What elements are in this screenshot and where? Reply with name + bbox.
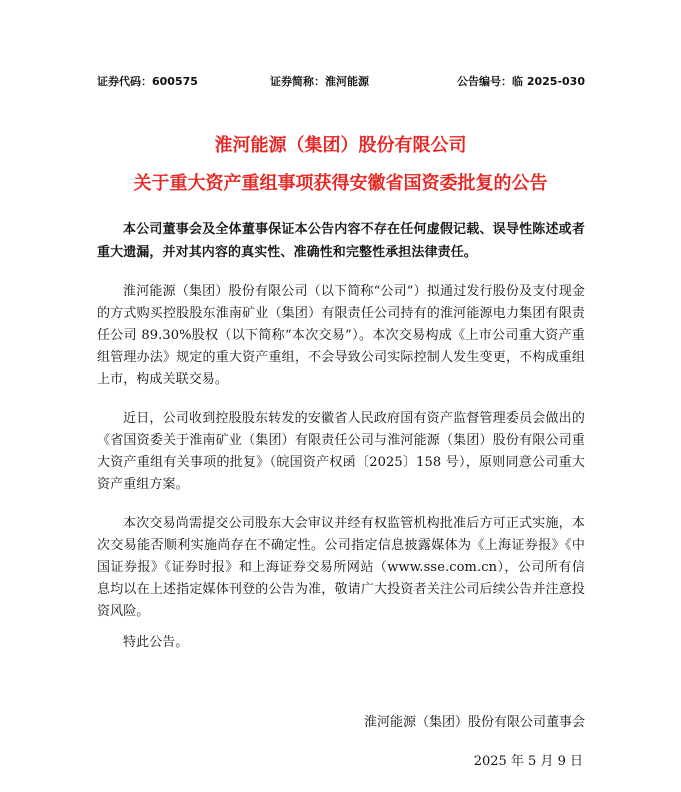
announcement-number: 公告编号：临 2025-030: [457, 75, 585, 88]
company-title: 淮河能源（集团）股份有限公司: [214, 135, 467, 156]
stock-short-name: 证券简称：淮河能源: [270, 75, 369, 88]
stock-code: 证券代码：600575: [97, 75, 198, 88]
closing-text: 特此公告。: [123, 635, 189, 650]
disclaimer-paragraph: 本公司董事会及全体董事保证本公告内容不存在任何虚假记载、误导性陈述或者重大遗漏，并对其内容的真实性、准确性和完整性承担法律责任。: [97, 222, 585, 260]
board-signature: 淮河能源（集团）股份有限公司董事会: [363, 715, 585, 730]
announcement-title: 关于重大资产重组事项获得安徽省国资委批复的公告: [133, 173, 548, 194]
body-paragraph-transaction: 淮河能源（集团）股份有限公司（以下简称“公司”）拟通过发行股份及支付现金的方式购买控股股东淮南矿业（集团）有限责任公司持有的淮河能源电力集团有限责任公司 89.30%股权（以下简称“本次交易”）。本次交易构成《上市公司重大资产重组管理办法》规定的重大资产重组，不会导致公司实际控制人发生变更，不构成重组上市，构成关联交易。: [97, 284, 585, 387]
body-paragraph-approval: 近日，公司收到控股股东转发的安徽省人民政府国有资产监督管理委员会做出的《省国资委关于淮南矿业（集团）有限责任公司与淮河能源（集团）股份有限公司重大资产重组有关事项的批复》（皖国资产权函〔2025〕158 号），原则同意公司重大资产重组方案。: [97, 411, 585, 492]
announcement-header: [97, 74, 585, 90]
announcement-date: 2025 年 5 月 9 日: [473, 754, 583, 769]
body-paragraph-risk: 本次交易尚需提交公司股东大会审议并经有权监管机构批准后方可正式实施，本次交易能否顺利实施尚存在不确定性。公司指定信息披露媒体为《上海证券报》《中国证券报》《证券时报》和上海证券交易所网站（www.sse.com.cn），公司所有信息均以在上述指定媒体刊登的公告为准，敬请广大投资者关注公司后续公告并注意投资风险。: [97, 516, 585, 619]
